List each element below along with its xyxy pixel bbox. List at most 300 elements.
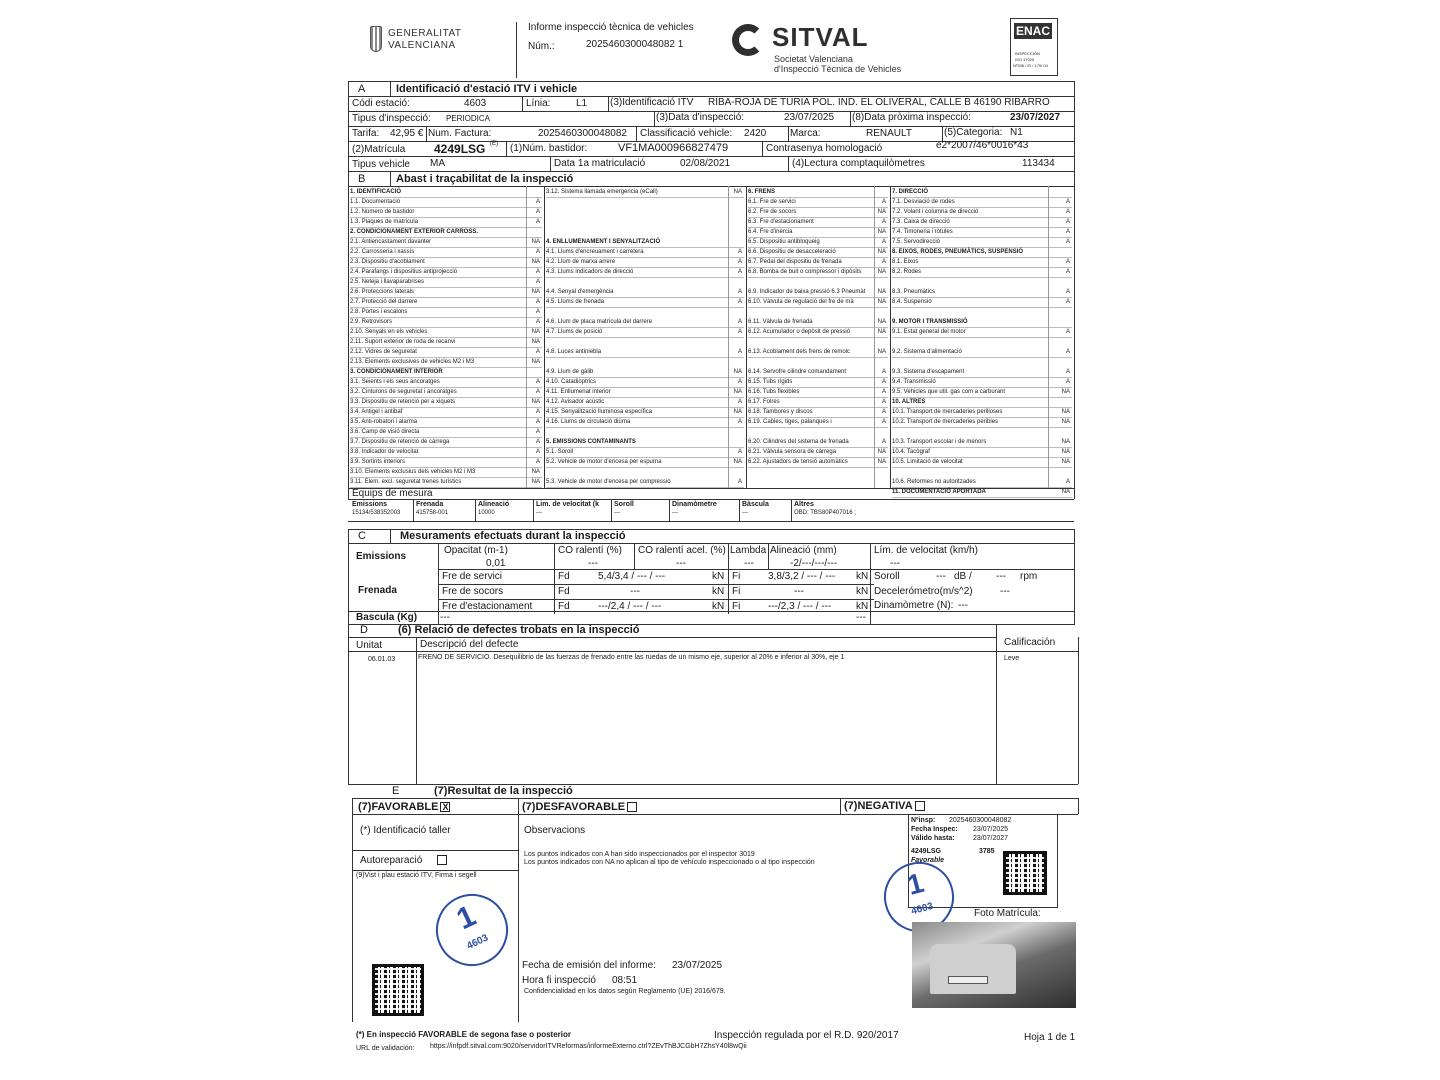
limvel-value: --- xyxy=(890,558,900,569)
scope-item xyxy=(892,408,1072,418)
autorep-label: Autoreparació xyxy=(360,855,423,866)
scope-item-label: 2.9. Retrovisors xyxy=(350,319,393,325)
card-code: 3785 xyxy=(979,848,995,855)
scope-item xyxy=(350,368,542,378)
scope-item xyxy=(892,488,1072,498)
scope-item xyxy=(892,418,1072,428)
scope-item-status: A xyxy=(737,419,742,425)
scope-item-status: A xyxy=(737,249,742,255)
scope-status-divider xyxy=(1048,186,1049,488)
sitval-sub2: d'Inspecció Tècnica de Vehicles xyxy=(774,64,902,74)
tipus-veh-label: Tipus vehicle xyxy=(352,159,410,170)
scope-item-label: 9. MOTOR I TRANSMISSIÓ xyxy=(892,319,968,325)
scope-item-label: 6.6. Dispositiu de desacceleració xyxy=(748,249,836,255)
scope-item xyxy=(546,348,744,358)
servici-fd-unit: kN xyxy=(712,571,725,582)
emision-label: Fecha de emisión del informe: xyxy=(522,960,656,971)
card-fecha-label: Fecha Inspec: xyxy=(911,826,958,833)
scope-item-label: 6.9. Indicador de baixa pressió 6.3 Pneumàt xyxy=(748,289,866,295)
scope-item-status: NA xyxy=(733,389,742,395)
scope-item xyxy=(350,318,542,328)
scope-item-label: 4.6. Llum de placa matrícula del darrere xyxy=(546,319,653,325)
obs-line1: Los puntos indicados con A han sido inspeccionados por el inspector 3019 xyxy=(524,851,755,858)
scope-item-status: NA xyxy=(733,409,742,415)
estac-fi: Fi xyxy=(732,601,741,612)
scope-item-status: NA xyxy=(531,289,540,295)
scope-item xyxy=(350,208,542,218)
enac-sub1: INSPECCIÓN xyxy=(1015,51,1040,56)
soroll-db-value: --- xyxy=(936,571,946,582)
soroll-rpm-unit: rpm xyxy=(1020,571,1038,582)
matricula-sup: (E) xyxy=(490,141,498,147)
card-stamp-number: 1 xyxy=(903,866,928,901)
scope-item-label: 2.12. Vidres de seguretat xyxy=(350,349,417,355)
equip-name: Emissions xyxy=(352,501,388,508)
scope-item xyxy=(892,248,1072,258)
enac-sub3: Nº336 / EI / 179/ 04 xyxy=(1013,63,1048,68)
report-num: 2025460300048082 1 xyxy=(586,39,684,50)
scope-item-status: A xyxy=(1065,229,1070,235)
scope-item xyxy=(748,458,888,468)
scope-item xyxy=(748,328,888,338)
scope-item-label: 4.5. Llums de frenada xyxy=(546,299,605,305)
generalitat-crest-icon xyxy=(370,26,382,52)
scope-item-label: 2.8. Portes i escalons xyxy=(350,309,408,315)
scope-item-status: A xyxy=(535,449,540,455)
scope-item-status: A xyxy=(737,399,742,405)
estac-fi-unit: kN xyxy=(856,601,869,612)
scope-item-status: A xyxy=(1065,199,1070,205)
scope-item-label: 10.3. Transport escolar i de menors xyxy=(892,439,987,445)
estac-fd-unit: kN xyxy=(712,601,725,612)
scope-item-status: A xyxy=(1065,329,1070,335)
scope-item-status: A xyxy=(1065,289,1070,295)
equip-id: --- xyxy=(536,510,542,516)
scope-item-status: A xyxy=(737,479,742,485)
scope-item-status: NA xyxy=(877,299,886,305)
scope-item-status: A xyxy=(737,289,742,295)
scope-item-status: NA xyxy=(877,269,886,275)
scope-item-label: 3.12. Sistema llamada emergencia (eCall) xyxy=(546,189,658,195)
scope-item-status: NA xyxy=(1061,409,1070,415)
scope-item-status: NA xyxy=(877,459,886,465)
codi-value: 4603 xyxy=(464,98,487,109)
scope-item xyxy=(892,228,1072,238)
scope-item xyxy=(546,298,744,308)
marca-label: Marca: xyxy=(790,128,821,139)
scope-item-label: 9.2. Sistema d'alimentació xyxy=(892,349,962,355)
autorep-option[interactable] xyxy=(360,855,447,866)
scope-item-label: 6.20. Cilindres del sistema de frenada xyxy=(748,439,849,445)
scope-item-label: 4.15. Senyalització lluminosa específica xyxy=(546,409,653,415)
scope-item-label: 10.5. Limitació de velocitat xyxy=(892,459,963,465)
scope-item-label: 6.2. Fre de socors xyxy=(748,209,797,215)
scope-item-status: A xyxy=(535,299,540,305)
favorable-option[interactable] xyxy=(358,801,450,813)
scope-item-status: A xyxy=(737,349,742,355)
equip-divider xyxy=(611,499,612,521)
foto-label: Foto Matrícula: xyxy=(974,908,1041,919)
scope-item-label: 3.11. Elem. excl. seguretat trenes turístics xyxy=(350,479,462,485)
scope-item-label: 4.7. Llums de posició xyxy=(546,329,603,335)
scope-item xyxy=(892,268,1072,278)
scope-item-label: 9.4. Transmissió xyxy=(892,379,936,385)
card-fecha: 23/07/2025 xyxy=(973,826,1009,833)
desfavorable-label: (7)DESFAVORABLE xyxy=(522,801,626,813)
opacitat-value: 0,01 xyxy=(486,558,506,569)
scope-item-label: 2.2. Carrosseria i xassís xyxy=(350,249,415,255)
scope-item xyxy=(350,248,542,258)
scope-item-label: 4. ENLLUMENAMENT I SENYALITZACIÓ xyxy=(546,239,661,245)
horafi-label: Hora fi inspecció xyxy=(522,975,596,986)
scope-item xyxy=(350,298,542,308)
scope-item-status: A xyxy=(1065,349,1070,355)
equip-id: --- xyxy=(614,510,620,516)
scope-item-label: 6.11. Vàlvula de frenada xyxy=(748,319,813,325)
scope-item xyxy=(350,428,542,438)
equip-id: --- xyxy=(742,510,748,516)
scope-item xyxy=(748,368,888,378)
scope-item xyxy=(350,328,542,338)
scope-item-status: A xyxy=(535,459,540,465)
scope-item-label: 3.6. Camp de visió directa xyxy=(350,429,420,435)
bascula-value: --- xyxy=(440,612,450,623)
servici-fd: Fd xyxy=(558,571,570,582)
card-valido-label: Válido hasta: xyxy=(911,835,955,842)
socors-fi-unit: kN xyxy=(856,586,869,597)
scope-item-label: 2.7. Protecció del darrere xyxy=(350,299,418,305)
scope-item xyxy=(748,188,888,198)
co-ralenti-value: --- xyxy=(588,558,598,569)
dinam-label: Dinamòmetre (N): xyxy=(874,600,954,611)
sec-e-title: (7)Resultat de la inspecció xyxy=(434,785,573,797)
scope-item xyxy=(546,188,744,198)
scope-item xyxy=(892,398,1072,408)
scope-item-status: A xyxy=(881,259,886,265)
soroll-db-unit: dB / xyxy=(954,571,972,582)
scope-item-label: 3.5. Anti-robatori i alarma xyxy=(350,419,418,425)
scope-item xyxy=(892,238,1072,248)
scope-item xyxy=(892,208,1072,218)
scope-item xyxy=(892,288,1072,298)
scope-item xyxy=(350,308,542,318)
scope-item-status: NA xyxy=(1061,489,1070,495)
scope-item-status: NA xyxy=(531,359,540,365)
scope-item-label: 8.3. Pneumàtics xyxy=(892,289,936,295)
scope-item-label: 2.3. Dispositiu d'acoblament xyxy=(350,259,425,265)
scope-item xyxy=(892,198,1072,208)
desfavorable-checkbox[interactable] xyxy=(627,802,637,812)
scope-item-status: NA xyxy=(531,469,540,475)
scope-item-label: 4.1. Llums d'encreuament i carretera xyxy=(546,249,644,255)
scope-item-label: 6.1. Fre de servici xyxy=(748,199,796,205)
scope-item xyxy=(546,398,744,408)
scope-item xyxy=(546,438,744,448)
scope-item-label: 2.4. Parafangs i dispositius antiprojecció xyxy=(350,269,458,275)
unitat-label: Unitat xyxy=(356,640,383,651)
vehicle-photo xyxy=(912,922,1076,1008)
defect-code: 06.01.03 xyxy=(368,656,396,663)
enac-title: ENAC xyxy=(1016,24,1051,38)
favorable-checkbox[interactable]: X xyxy=(442,802,449,813)
scope-item-status: A xyxy=(1065,209,1070,215)
sitval-brand: SITVAL xyxy=(772,22,869,52)
obs-label: Observacions xyxy=(524,825,586,836)
scope-item-label: 3.1. Seients i els seus ancoratges xyxy=(350,379,440,385)
factura-label: Num. Factura: xyxy=(428,128,492,139)
scope-item-status: A xyxy=(535,209,540,215)
equip-id: OBD: TBS80P407016 ; xyxy=(794,510,856,516)
alineacio-value: -2/---/---/--- xyxy=(790,558,838,569)
scope-item-status: A xyxy=(535,249,540,255)
scope-item-label: 10.6. Reformes no autoritzades xyxy=(892,479,976,485)
scope-item-label: 3.3. Dispositiu de retenció per a xiquets xyxy=(350,399,456,405)
prox-value: 23/07/2027 xyxy=(1010,112,1061,123)
validation-url[interactable]: https://infpdf.sitval.com:9020/servidorITVReformas/informeExterno.ctrl?ZEvThBJCGbH7ZhsY40l8wQii xyxy=(430,1043,747,1050)
linia-label: Línia: xyxy=(526,98,551,109)
matricula-value: 4249LSG xyxy=(434,142,486,156)
scope-item-label: 2.1. Antiencastament davanter xyxy=(350,239,432,245)
contra-value: e2*2007/46*0016*43 xyxy=(936,140,1029,151)
contra-label: Contrasenya homologació xyxy=(766,143,883,154)
sec-c-title: Mesuraments efectuats durant la inspecció xyxy=(400,530,626,542)
visti-label: (9)Vist i plau estació ITV, Firma i segell xyxy=(356,872,477,879)
co-ralenti-label: CO ralentí (%) xyxy=(558,545,622,556)
ident-label: (3)Identificació ITV xyxy=(610,97,694,108)
scope-item xyxy=(350,258,542,268)
scope-item-label: 11. DOCUMENTACIÓ APORTADA xyxy=(892,489,986,495)
scope-item xyxy=(748,298,888,308)
scope-item xyxy=(350,358,542,368)
horafi-value: 08:51 xyxy=(612,975,638,986)
scope-item-status: A xyxy=(881,409,886,415)
equip-name: Lim. de velocitat (k xyxy=(536,501,600,508)
equips-title: Equips de mesura xyxy=(352,488,433,499)
scope-item-status: A xyxy=(535,349,540,355)
scope-item-label: 3.8. Indicador de velocitat xyxy=(350,449,419,455)
scope-item-label: 2.11. Suport exterior de roda de recanvi xyxy=(350,339,456,345)
enac-sub2: ISO 17020 xyxy=(1015,57,1035,62)
url-label: URL de validación: xyxy=(356,1045,415,1052)
scope-item xyxy=(350,408,542,418)
scope-item-status: A xyxy=(881,399,886,405)
scope-item xyxy=(748,398,888,408)
scope-item-status: A xyxy=(535,199,540,205)
scope-item xyxy=(546,318,744,328)
scope-item-status: NA xyxy=(1061,419,1070,425)
scope-item-label: 3.10. Elements exclusius dels vehicles M2 i M3 xyxy=(350,469,476,475)
scope-item-status: A xyxy=(535,439,540,445)
scope-item-label: 6.22. Ajustadors de tensió automàtics xyxy=(748,459,848,465)
scope-item-label: 7.5. Servodirecció xyxy=(892,239,941,245)
scope-item-label: 4.9. Llum de gàlib xyxy=(546,369,594,375)
scope-item-status: A xyxy=(881,379,886,385)
equip-id: 415758-001 xyxy=(416,510,449,516)
scope-item xyxy=(546,448,744,458)
matric1-label: Data 1a matriculació xyxy=(554,158,646,169)
negativa-option[interactable] xyxy=(844,800,925,812)
scope-item-label: 3.7. Dispositiu de retenció de càrrega xyxy=(350,439,450,445)
scope-item-label: 3.9. Sortints interiors xyxy=(350,459,406,465)
scope-item xyxy=(748,258,888,268)
equip-divider xyxy=(791,499,792,521)
co-accel-value: --- xyxy=(676,558,686,569)
scope-item-label: 2. CONDICIONAMENT EXTERIOR CARROSS. xyxy=(350,229,479,235)
frenada-label: Frenada xyxy=(358,585,397,596)
alineacio-label: Alineació (mm) xyxy=(770,545,837,556)
footer-regulada: Inspección regulada por el R.D. 920/2017 xyxy=(714,1030,899,1041)
scope-item xyxy=(350,348,542,358)
codi-label: Códi estació: xyxy=(352,98,410,109)
scope-item-label: 2.10. Senyals en els vehicles xyxy=(350,329,428,335)
bastidor-value: VF1MA000966827479 xyxy=(618,142,729,154)
scope-item-status: NA xyxy=(531,239,540,245)
sec-a-letter: A xyxy=(358,83,366,95)
equip-divider xyxy=(475,499,476,521)
ident-value: RIBA-ROJA DE TÚRIA POL. IND. EL OLIVERAL, CALLE B 46190 RIBARRO xyxy=(708,97,1050,108)
scope-item xyxy=(350,238,542,248)
servici-fi-value: 3,8/3,2 / --- / --- xyxy=(768,571,836,582)
scope-item xyxy=(892,298,1072,308)
scope-status-divider xyxy=(728,186,729,488)
scope-item-status: A xyxy=(1065,259,1070,265)
scope-item xyxy=(892,188,1072,198)
decel-label: Decelerómetro(m/s^2) xyxy=(874,586,973,597)
scope-item-status: NA xyxy=(531,339,540,345)
scope-item xyxy=(546,268,744,278)
scope-item-label: 9.5. Vehicles que util. gas com a carburant xyxy=(892,389,1006,395)
estac-label: Fre d'estacionament xyxy=(442,601,533,612)
scope-item-label: 6.18. Tambores y discos xyxy=(748,409,813,415)
scope-item xyxy=(892,458,1072,468)
scope-item-status: NA xyxy=(733,189,742,195)
scope-item xyxy=(892,348,1072,358)
scope-item-label: 8.4. Suspensió xyxy=(892,299,932,305)
socors-fi: Fi xyxy=(732,586,741,597)
scope-item-label: 7.2. Volant i columna de direcció xyxy=(892,209,979,215)
cat-label: (5)Categoria: xyxy=(944,127,1003,138)
equip-id: 10000 xyxy=(478,510,495,516)
scope-item-label: 4.4. Senyal d'emergència xyxy=(546,289,614,295)
scope-item-status: A xyxy=(737,329,742,335)
km-value: 113434 xyxy=(1022,158,1055,169)
scope-item xyxy=(748,228,888,238)
stamp-code: 4603 xyxy=(465,932,491,952)
scope-item xyxy=(892,328,1072,338)
scope-item-status: A xyxy=(1065,479,1070,485)
scope-item-label: 5.3. Vehicle de motor d'encesa per compressió xyxy=(546,479,671,485)
qr-code-left xyxy=(372,964,424,1016)
scope-item xyxy=(748,418,888,428)
scope-item-label: 2.13. Elements exclusives de vehicles M2 i M3 xyxy=(350,359,475,365)
scope-item xyxy=(350,418,542,428)
class-label: Classificació vehicle: xyxy=(640,128,733,139)
scope-item-status: NA xyxy=(877,319,886,325)
autorep-checkbox[interactable] xyxy=(437,855,447,865)
scope-item xyxy=(350,228,542,238)
sec-b-letter: B xyxy=(358,173,366,185)
servici-fd-value: 5,4/3,4 / --- / --- xyxy=(598,571,666,582)
lambda-label: Lambda xyxy=(730,545,767,556)
obs-line2: Los puntos indicados con NA no aplican al tipo de vehículo inspeccionado o al tipo inspección xyxy=(524,859,815,866)
scope-item-status: A xyxy=(535,389,540,395)
scope-item-label: 6.8. Bomba de buit o compressor i dipòsits xyxy=(748,269,862,275)
scope-item-status: NA xyxy=(877,209,886,215)
scope-item-label: 4.11. Enllumenat interior xyxy=(546,389,611,395)
scope-item-status: A xyxy=(737,259,742,265)
scope-item-label: 9.1. Estat general del motor xyxy=(892,329,966,335)
scope-item xyxy=(546,408,744,418)
socors-fd: Fd xyxy=(558,586,570,597)
estac-fd-value: ---/2,4 / --- / --- xyxy=(598,601,662,612)
defect-desc: FRENO DE SERVICIO. Desequilibrio de las fuerzas de frenado entre las ruedas de un mismo eje, superior al 20% e inferior al 30%, eje 1 xyxy=(418,654,845,661)
confidencial: Confidencialidad en los datos según Reglamento (UE) 2016/679. xyxy=(524,988,726,995)
scope-item xyxy=(748,378,888,388)
scope-item-status: A xyxy=(737,319,742,325)
scope-item xyxy=(892,388,1072,398)
scope-item xyxy=(892,448,1072,458)
scope-item-label: 6.14. Servofre cilindre comandament xyxy=(748,369,847,375)
scope-item-label: 2.5. Neteja i llavaparabrises xyxy=(350,279,425,285)
socors-fd-value: --- xyxy=(630,586,640,597)
scope-item-label: 6.7. Pedal del dispositiu de frenada xyxy=(748,259,842,265)
scope-item-status: NA xyxy=(877,349,886,355)
scope-item-status: A xyxy=(881,419,886,425)
scope-item xyxy=(748,448,888,458)
scope-item-status: NA xyxy=(531,259,540,265)
scope-item xyxy=(546,288,744,298)
scope-item xyxy=(546,378,744,388)
scope-item xyxy=(748,388,888,398)
opacitat-label: Opacitat (m-1) xyxy=(444,545,508,556)
scope-item xyxy=(546,458,744,468)
negativa-checkbox[interactable] xyxy=(915,801,925,811)
scope-item-label: 7.3. Caixa de direcció xyxy=(892,219,950,225)
scope-item-status: NA xyxy=(877,249,886,255)
scope-item xyxy=(748,318,888,328)
equip-divider xyxy=(739,499,740,521)
scope-item-label: 4.8. Luces antiniebla xyxy=(546,349,602,355)
scope-item-label: 6.4. Fre d'inèrcia xyxy=(748,229,793,235)
equip-id: --- xyxy=(672,510,678,516)
sitval-gear-icon xyxy=(732,24,764,56)
scope-item-label: 6.21. Vàlvula sensora de càrrega xyxy=(748,449,837,455)
sec-d-letter: D xyxy=(360,624,368,636)
enac-logo xyxy=(1010,18,1058,76)
scope-item-label: 6.3. Fre d'estacionament xyxy=(748,219,814,225)
scope-item-status: A xyxy=(881,219,886,225)
scope-item-status: A xyxy=(1065,369,1070,375)
scope-item-status: A xyxy=(535,309,540,315)
scope-item-status: NA xyxy=(531,479,540,485)
soroll-label: Soroll xyxy=(874,571,900,582)
scope-item xyxy=(546,238,744,248)
scope-item xyxy=(350,438,542,448)
desfavorable-option[interactable] xyxy=(522,801,637,813)
scope-item-label: 10.4. Tacògraf xyxy=(892,449,930,455)
data-value: 23/07/2025 xyxy=(784,112,835,123)
scope-item-status: A xyxy=(535,279,540,285)
sec-c-letter: C xyxy=(358,530,366,542)
scope-item-status: NA xyxy=(877,449,886,455)
scope-item-label: 5. EMISSIONS CONTAMINANTS xyxy=(546,439,636,445)
sec-e-letter: E xyxy=(392,785,400,797)
scope-item-label: 1.1. Documentació xyxy=(350,199,401,205)
scope-item-status: A xyxy=(535,319,540,325)
scope-item-label: 4.3. Llums indicadors de direcció xyxy=(546,269,634,275)
calif-label: Calificación xyxy=(1004,637,1056,648)
scope-item xyxy=(892,478,1072,488)
